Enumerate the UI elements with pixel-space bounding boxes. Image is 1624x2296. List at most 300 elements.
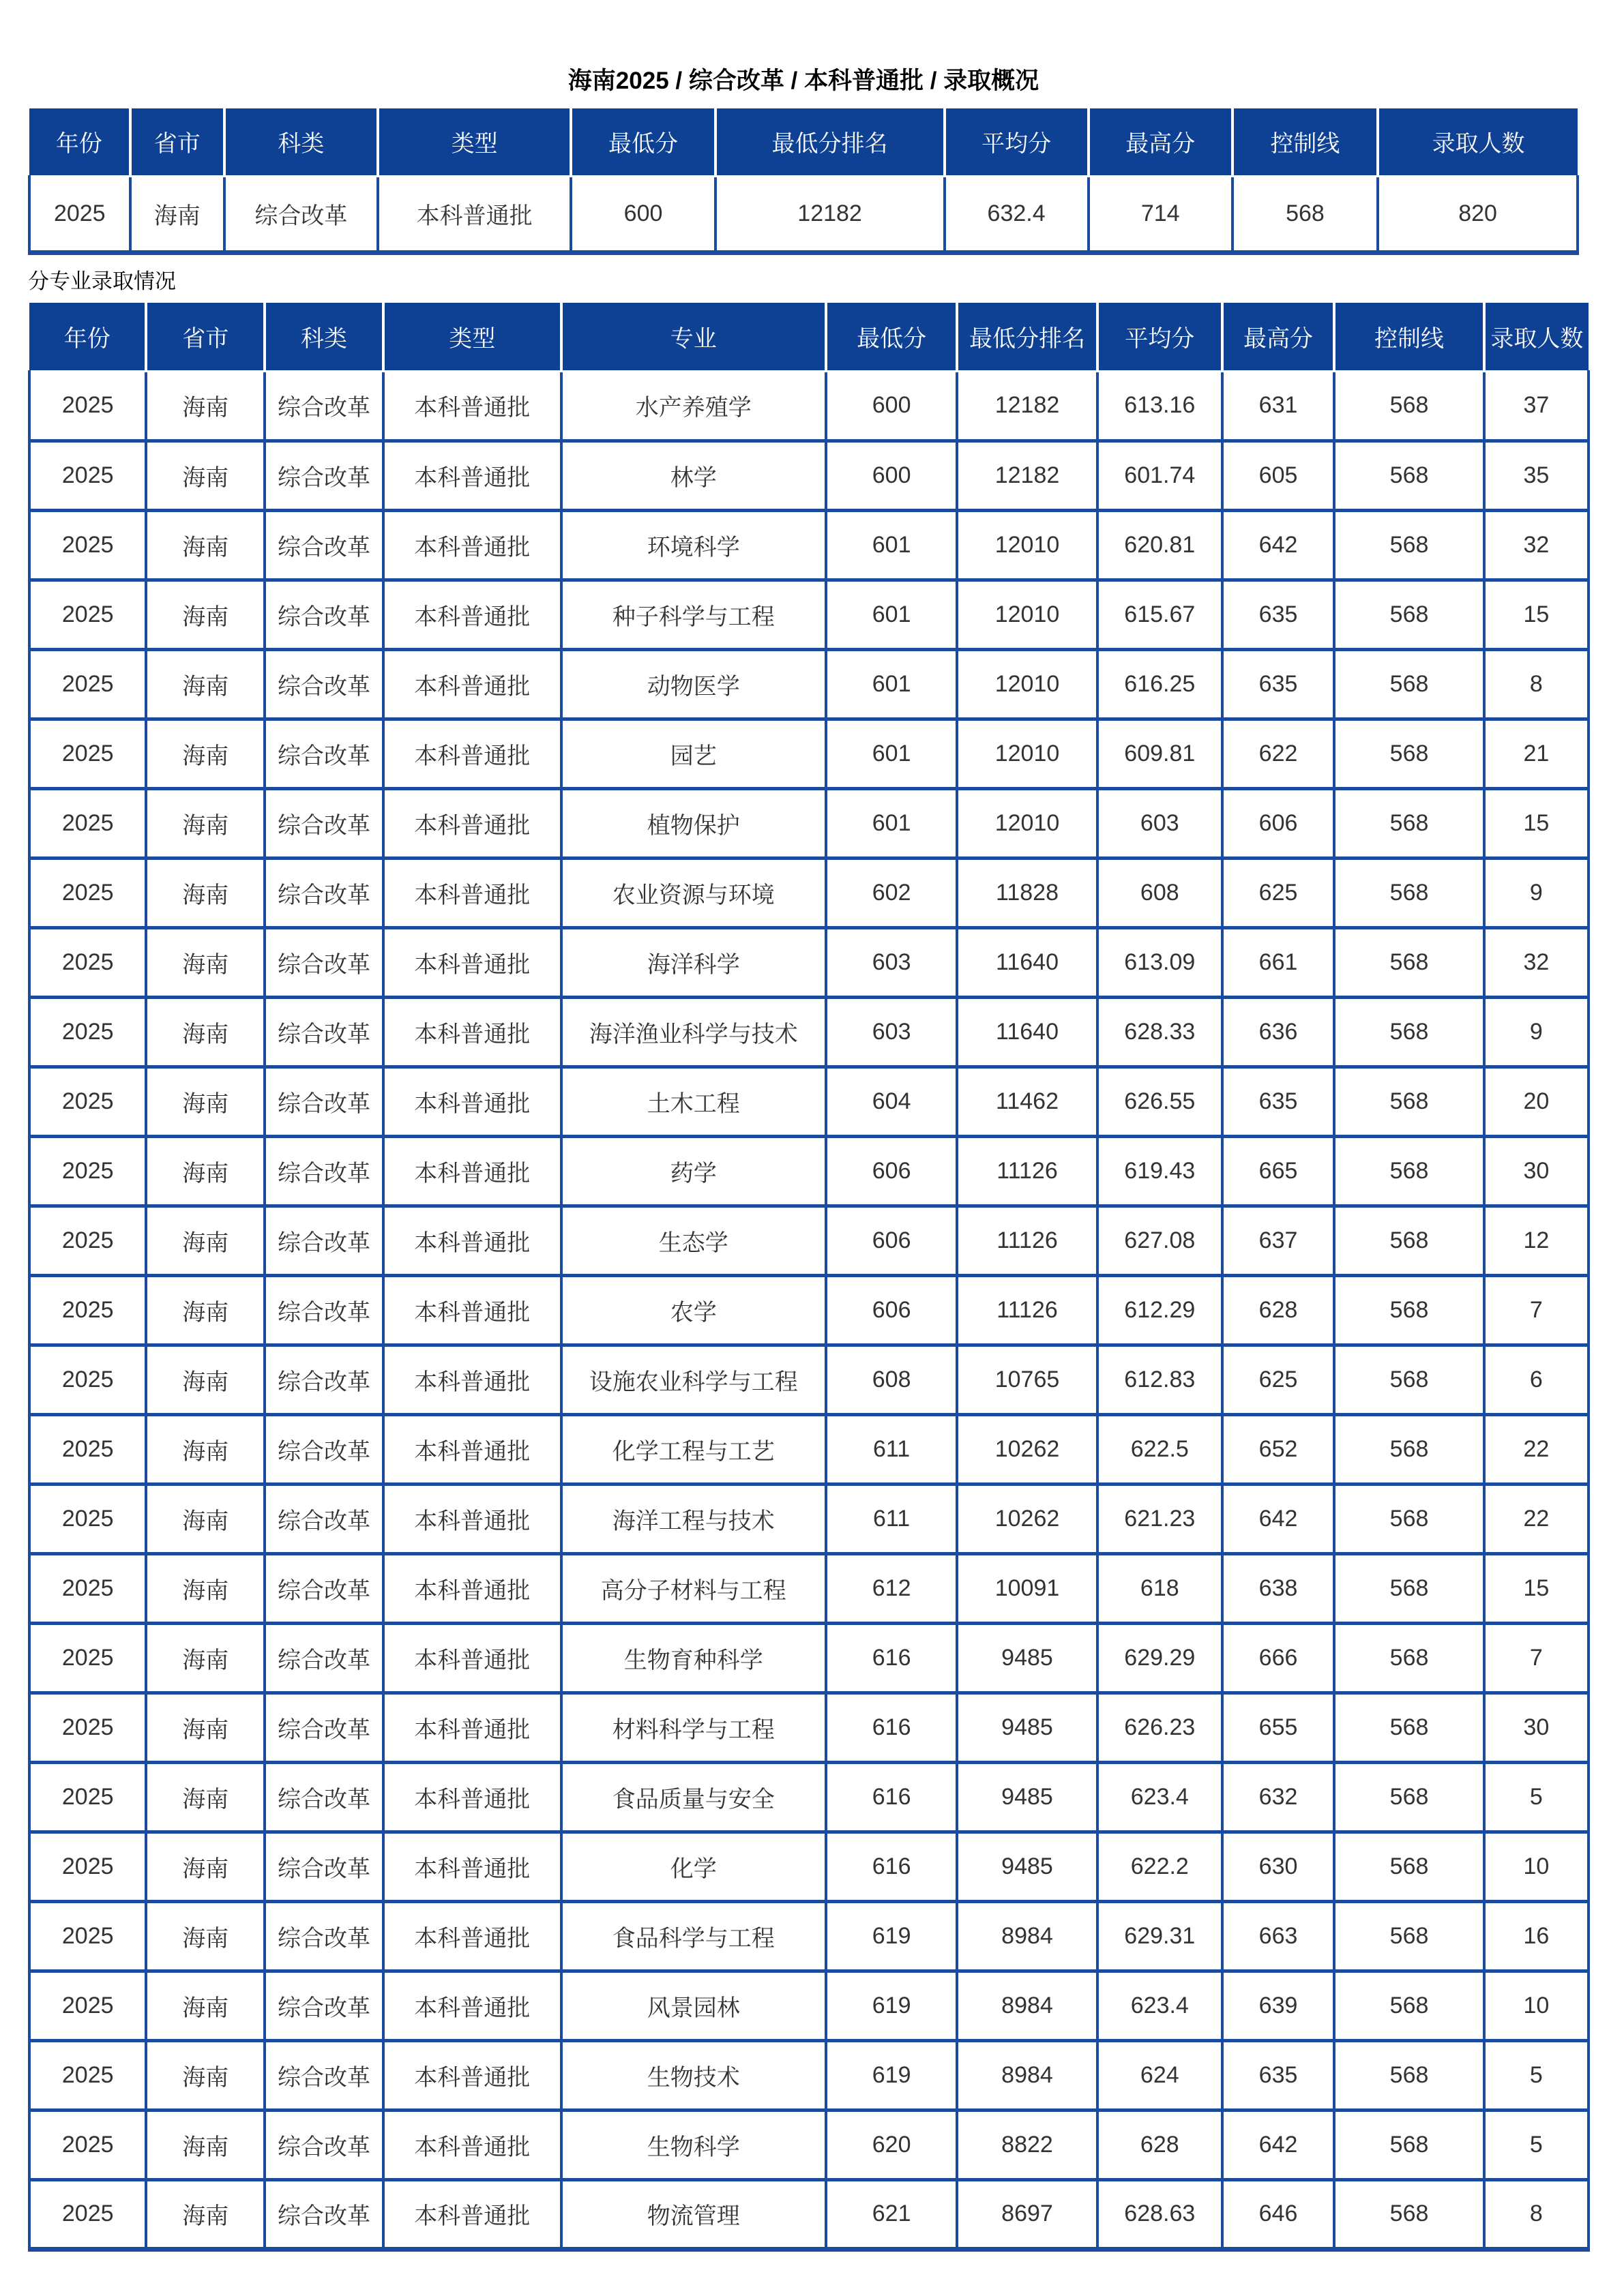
table-row	[29, 1067, 1589, 1136]
majors-cell: 625	[1222, 1345, 1335, 1414]
majors-cell: 631	[1222, 371, 1335, 441]
majors-cell: 568	[1334, 1275, 1483, 1345]
majors-cell: 16	[1484, 1901, 1589, 1971]
majors-cell: 综合改革	[265, 1901, 383, 1971]
majors-cell: 30	[1484, 1693, 1589, 1762]
table-row	[29, 1414, 1589, 1484]
majors-cell: 综合改革	[265, 788, 383, 858]
majors-cell: 本科普通批	[383, 2110, 561, 2179]
majors-cell: 568	[1334, 997, 1483, 1067]
majors-cell: 568	[1334, 649, 1483, 719]
majors-cell: 本科普通批	[383, 1345, 561, 1414]
majors-cell: 海南	[146, 371, 265, 441]
table-row	[29, 997, 1589, 1067]
majors-cell: 652	[1222, 1414, 1335, 1484]
majors-cell: 综合改革	[265, 1553, 383, 1623]
majors-column-header: 省市	[146, 303, 265, 371]
majors-cell: 601	[826, 649, 957, 719]
majors-cell: 海南	[146, 719, 265, 788]
majors-cell: 619	[826, 2040, 957, 2110]
majors-cell: 568	[1334, 371, 1483, 441]
majors-cell: 600	[826, 371, 957, 441]
majors-cell: 综合改革	[265, 858, 383, 927]
summary-cell: 600	[571, 177, 715, 253]
majors-cell: 海南	[146, 927, 265, 997]
summary-table-body	[29, 177, 1578, 253]
majors-cell: 综合改革	[265, 1136, 383, 1206]
majors-column-header: 录取人数	[1484, 303, 1589, 371]
majors-cell: 综合改革	[265, 927, 383, 997]
table-row	[29, 510, 1589, 580]
majors-cell: 622.2	[1097, 1832, 1222, 1901]
majors-cell: 2025	[29, 1136, 146, 1206]
majors-cell: 568	[1334, 1553, 1483, 1623]
majors-cell: 601	[826, 719, 957, 788]
majors-cell: 15	[1484, 580, 1589, 649]
majors-cell: 本科普通批	[383, 927, 561, 997]
majors-cell: 园艺	[561, 719, 827, 788]
majors-cell: 植物保护	[561, 788, 827, 858]
table-row	[29, 1206, 1589, 1275]
majors-cell: 623.4	[1097, 1762, 1222, 1832]
summary-column-header: 类型	[378, 108, 572, 177]
majors-cell: 本科普通批	[383, 788, 561, 858]
majors-cell: 629.31	[1097, 1901, 1222, 1971]
majors-cell: 568	[1334, 1693, 1483, 1762]
table-row	[29, 177, 1578, 253]
majors-cell: 35	[1484, 441, 1589, 510]
majors-cell: 海南	[146, 2179, 265, 2249]
majors-cell: 7	[1484, 1623, 1589, 1693]
table-row	[29, 1832, 1589, 1901]
majors-cell: 本科普通批	[383, 1623, 561, 1693]
majors-cell: 5	[1484, 2110, 1589, 2179]
majors-column-header: 专业	[561, 303, 827, 371]
majors-cell: 2025	[29, 1553, 146, 1623]
majors-cell: 637	[1222, 1206, 1335, 1275]
majors-cell: 海南	[146, 1414, 265, 1484]
majors-cell: 本科普通批	[383, 1414, 561, 1484]
majors-cell: 655	[1222, 1693, 1335, 1762]
majors-cell: 生态学	[561, 1206, 827, 1275]
majors-cell: 601	[826, 510, 957, 580]
majors-cell: 606	[1222, 788, 1335, 858]
majors-cell: 2025	[29, 1206, 146, 1275]
majors-cell: 20	[1484, 1067, 1589, 1136]
table-row	[29, 1971, 1589, 2040]
majors-cell: 612.83	[1097, 1345, 1222, 1414]
majors-cell: 568	[1334, 2179, 1483, 2249]
majors-cell: 612	[826, 1553, 957, 1623]
majors-cell: 12010	[957, 510, 1097, 580]
majors-cell: 农学	[561, 1275, 827, 1345]
majors-cell: 11462	[957, 1067, 1097, 1136]
table-row	[29, 719, 1589, 788]
majors-column-header: 最低分排名	[957, 303, 1097, 371]
table-row	[29, 2040, 1589, 2110]
majors-cell: 2025	[29, 1762, 146, 1832]
majors-cell: 665	[1222, 1136, 1335, 1206]
majors-cell: 海南	[146, 858, 265, 927]
majors-cell: 设施农业科学与工程	[561, 1345, 827, 1414]
majors-cell: 综合改革	[265, 1275, 383, 1345]
majors-cell: 海南	[146, 649, 265, 719]
majors-cell: 601	[826, 580, 957, 649]
majors-cell: 生物科学	[561, 2110, 827, 2179]
majors-cell: 666	[1222, 1623, 1335, 1693]
majors-column-header: 最低分	[826, 303, 957, 371]
majors-cell: 综合改革	[265, 1067, 383, 1136]
majors-cell: 2025	[29, 719, 146, 788]
majors-cell: 综合改革	[265, 997, 383, 1067]
majors-cell: 568	[1334, 2040, 1483, 2110]
majors-cell: 642	[1222, 2110, 1335, 2179]
summary-column-header: 省市	[130, 108, 224, 177]
majors-cell: 综合改革	[265, 1623, 383, 1693]
majors-cell: 本科普通批	[383, 1067, 561, 1136]
majors-cell: 608	[826, 1345, 957, 1414]
majors-cell: 11126	[957, 1136, 1097, 1206]
majors-cell: 612.29	[1097, 1275, 1222, 1345]
majors-cell: 11828	[957, 858, 1097, 927]
majors-cell: 635	[1222, 580, 1335, 649]
majors-cell: 616	[826, 1693, 957, 1762]
majors-cell: 11126	[957, 1206, 1097, 1275]
majors-cell: 623.4	[1097, 1971, 1222, 2040]
majors-cell: 种子科学与工程	[561, 580, 827, 649]
majors-cell: 高分子材料与工程	[561, 1553, 827, 1623]
majors-cell: 642	[1222, 1484, 1335, 1553]
majors-cell: 609.81	[1097, 719, 1222, 788]
table-row	[29, 580, 1589, 649]
majors-cell: 海南	[146, 1067, 265, 1136]
majors-cell: 海南	[146, 580, 265, 649]
majors-cell: 12010	[957, 580, 1097, 649]
majors-cell: 636	[1222, 997, 1335, 1067]
majors-cell: 2025	[29, 371, 146, 441]
majors-cell: 2025	[29, 510, 146, 580]
majors-cell: 2025	[29, 1971, 146, 2040]
majors-cell: 611	[826, 1484, 957, 1553]
majors-cell: 综合改革	[265, 2179, 383, 2249]
majors-cell: 616	[826, 1623, 957, 1693]
majors-cell: 615.67	[1097, 580, 1222, 649]
majors-column-header: 控制线	[1334, 303, 1483, 371]
majors-cell: 15	[1484, 1553, 1589, 1623]
table-row	[29, 1901, 1589, 1971]
summary-cell: 632.4	[945, 177, 1089, 253]
majors-cell: 627.08	[1097, 1206, 1222, 1275]
majors-cell: 8697	[957, 2179, 1097, 2249]
majors-cell: 618	[1097, 1553, 1222, 1623]
majors-cell: 2025	[29, 649, 146, 719]
majors-cell: 568	[1334, 510, 1483, 580]
majors-cell: 568	[1334, 1971, 1483, 2040]
majors-cell: 11640	[957, 997, 1097, 1067]
majors-cell: 15	[1484, 788, 1589, 858]
page-title: 海南2025 / 综合改革 / 本科普通批 / 录取概况	[567, 68, 1039, 94]
majors-cell: 8984	[957, 1901, 1097, 1971]
majors-cell: 32	[1484, 927, 1589, 997]
summary-cell: 12182	[715, 177, 945, 253]
majors-cell: 综合改革	[265, 1345, 383, 1414]
majors-cell: 601	[826, 788, 957, 858]
majors-cell: 化学	[561, 1832, 827, 1901]
majors-cell: 海洋工程与技术	[561, 1484, 827, 1553]
majors-cell: 海南	[146, 441, 265, 510]
majors-cell: 611	[826, 1414, 957, 1484]
majors-cell: 11640	[957, 927, 1097, 997]
majors-cell: 628.63	[1097, 2179, 1222, 2249]
majors-cell: 568	[1334, 719, 1483, 788]
table-row	[29, 927, 1589, 997]
table-row	[29, 788, 1589, 858]
majors-cell: 568	[1334, 1901, 1483, 1971]
majors-cell: 综合改革	[265, 580, 383, 649]
majors-cell: 水产养殖学	[561, 371, 827, 441]
majors-cell: 生物育种科学	[561, 1623, 827, 1693]
majors-cell: 22	[1484, 1414, 1589, 1484]
majors-cell: 本科普通批	[383, 2040, 561, 2110]
majors-cell: 药学	[561, 1136, 827, 1206]
majors-column-header: 类型	[383, 303, 561, 371]
table-row	[29, 371, 1589, 441]
majors-cell: 综合改革	[265, 1762, 383, 1832]
majors-cell: 2025	[29, 1275, 146, 1345]
majors-cell: 2025	[29, 927, 146, 997]
majors-cell: 568	[1334, 1067, 1483, 1136]
majors-cell: 635	[1222, 649, 1335, 719]
majors-cell: 2025	[29, 1623, 146, 1693]
majors-table-body	[29, 371, 1589, 2249]
majors-cell: 8984	[957, 2040, 1097, 2110]
majors-cell: 619.43	[1097, 1136, 1222, 1206]
majors-cell: 本科普通批	[383, 1206, 561, 1275]
majors-cell: 2025	[29, 1067, 146, 1136]
majors-cell: 综合改革	[265, 1484, 383, 1553]
majors-cell: 海南	[146, 1553, 265, 1623]
majors-cell: 2025	[29, 1484, 146, 1553]
majors-cell: 12	[1484, 1206, 1589, 1275]
majors-cell: 海南	[146, 1693, 265, 1762]
majors-cell: 619	[826, 1901, 957, 1971]
majors-cell: 568	[1334, 1414, 1483, 1484]
majors-cell: 37	[1484, 371, 1589, 441]
majors-cell: 10262	[957, 1414, 1097, 1484]
majors-cell: 2025	[29, 1414, 146, 1484]
majors-cell: 606	[826, 1136, 957, 1206]
majors-column-header: 最高分	[1222, 303, 1335, 371]
majors-cell: 568	[1334, 1206, 1483, 1275]
majors-cell: 12182	[957, 441, 1097, 510]
summary-cell: 568	[1232, 177, 1378, 253]
majors-cell: 22	[1484, 1484, 1589, 1553]
table-row	[29, 1484, 1589, 1553]
majors-cell: 10091	[957, 1553, 1097, 1623]
majors-cell: 本科普通批	[383, 2179, 561, 2249]
majors-cell: 568	[1334, 1623, 1483, 1693]
majors-cell: 本科普通批	[383, 649, 561, 719]
majors-cell: 568	[1334, 2110, 1483, 2179]
majors-cell: 本科普通批	[383, 997, 561, 1067]
majors-cell: 568	[1334, 1484, 1483, 1553]
majors-cell: 602	[826, 858, 957, 927]
majors-cell: 本科普通批	[383, 441, 561, 510]
majors-cell: 海南	[146, 2110, 265, 2179]
majors-cell: 物流管理	[561, 2179, 827, 2249]
majors-cell: 9	[1484, 858, 1589, 927]
majors-cell: 9485	[957, 1832, 1097, 1901]
majors-cell: 海南	[146, 1971, 265, 2040]
majors-cell: 2025	[29, 788, 146, 858]
majors-cell: 568	[1334, 1762, 1483, 1832]
summary-cell: 海南	[130, 177, 224, 253]
majors-cell: 材料科学与工程	[561, 1693, 827, 1762]
majors-cell: 综合改革	[265, 1414, 383, 1484]
majors-header-row	[29, 303, 1589, 371]
majors-cell: 本科普通批	[383, 719, 561, 788]
majors-cell: 2025	[29, 1693, 146, 1762]
majors-cell: 568	[1334, 441, 1483, 510]
majors-cell: 本科普通批	[383, 1275, 561, 1345]
majors-cell: 616	[826, 1762, 957, 1832]
majors-cell: 630	[1222, 1832, 1335, 1901]
majors-cell: 8	[1484, 649, 1589, 719]
majors-cell: 综合改革	[265, 2040, 383, 2110]
majors-cell: 综合改革	[265, 1832, 383, 1901]
majors-cell: 动物医学	[561, 649, 827, 719]
majors-cell: 本科普通批	[383, 580, 561, 649]
table-row	[29, 858, 1589, 927]
majors-cell: 综合改革	[265, 371, 383, 441]
majors-cell: 568	[1334, 858, 1483, 927]
majors-cell: 619	[826, 1971, 957, 2040]
summary-column-header: 年份	[29, 108, 130, 177]
majors-cell: 603	[826, 927, 957, 997]
majors-cell: 635	[1222, 2040, 1335, 2110]
majors-cell: 9485	[957, 1623, 1097, 1693]
majors-cell: 环境科学	[561, 510, 827, 580]
majors-cell: 海南	[146, 1484, 265, 1553]
majors-cell: 2025	[29, 2110, 146, 2179]
summary-header-row	[29, 108, 1578, 177]
majors-cell: 568	[1334, 1345, 1483, 1414]
majors-cell: 642	[1222, 510, 1335, 580]
majors-cell: 2025	[29, 2040, 146, 2110]
majors-cell: 本科普通批	[383, 510, 561, 580]
majors-cell: 综合改革	[265, 719, 383, 788]
majors-cell: 32	[1484, 510, 1589, 580]
summary-column-header: 控制线	[1232, 108, 1378, 177]
summary-cell: 2025	[29, 177, 130, 253]
table-row	[29, 1136, 1589, 1206]
table-row	[29, 1345, 1589, 1414]
majors-cell: 11126	[957, 1275, 1097, 1345]
majors-cell: 635	[1222, 1067, 1335, 1136]
majors-cell: 综合改革	[265, 510, 383, 580]
majors-cell: 605	[1222, 441, 1335, 510]
majors-cell: 622	[1222, 719, 1335, 788]
majors-cell: 632	[1222, 1762, 1335, 1832]
majors-cell: 628	[1097, 2110, 1222, 2179]
summary-column-header: 最低分	[571, 108, 715, 177]
majors-cell: 本科普通批	[383, 1971, 561, 2040]
majors-cell: 本科普通批	[383, 1762, 561, 1832]
majors-cell: 603	[1097, 788, 1222, 858]
majors-cell: 2025	[29, 580, 146, 649]
majors-cell: 林学	[561, 441, 827, 510]
majors-cell: 9485	[957, 1693, 1097, 1762]
summary-column-header: 最高分	[1089, 108, 1232, 177]
majors-cell: 621	[826, 2179, 957, 2249]
majors-cell: 本科普通批	[383, 1693, 561, 1762]
majors-cell: 本科普通批	[383, 1553, 561, 1623]
majors-cell: 海南	[146, 510, 265, 580]
majors-cell: 海洋科学	[561, 927, 827, 997]
majors-cell: 9	[1484, 997, 1589, 1067]
majors-cell: 7	[1484, 1275, 1589, 1345]
majors-cell: 综合改革	[265, 649, 383, 719]
majors-cell: 综合改革	[265, 1971, 383, 2040]
majors-table	[28, 303, 1590, 2252]
majors-column-header: 科类	[265, 303, 383, 371]
majors-cell: 626.55	[1097, 1067, 1222, 1136]
majors-cell: 本科普通批	[383, 1832, 561, 1901]
majors-cell: 风景园林	[561, 1971, 827, 2040]
summary-column-header: 科类	[224, 108, 378, 177]
majors-cell: 海南	[146, 1901, 265, 1971]
majors-cell: 8	[1484, 2179, 1589, 2249]
majors-cell: 622.5	[1097, 1414, 1222, 1484]
majors-cell: 661	[1222, 927, 1335, 997]
majors-cell: 606	[826, 1275, 957, 1345]
majors-cell: 621.23	[1097, 1484, 1222, 1553]
majors-cell: 613.09	[1097, 927, 1222, 997]
majors-cell: 海南	[146, 1275, 265, 1345]
majors-cell: 568	[1334, 788, 1483, 858]
majors-cell: 6	[1484, 1345, 1589, 1414]
majors-cell: 625	[1222, 858, 1335, 927]
majors-cell: 608	[1097, 858, 1222, 927]
summary-column-header: 录取人数	[1378, 108, 1578, 177]
summary-cell: 本科普通批	[378, 177, 572, 253]
majors-cell: 海南	[146, 788, 265, 858]
table-row	[29, 1762, 1589, 1832]
majors-cell: 2025	[29, 1901, 146, 1971]
majors-cell: 海南	[146, 1345, 265, 1414]
majors-cell: 568	[1334, 927, 1483, 997]
majors-cell: 2025	[29, 1345, 146, 1414]
majors-cell: 600	[826, 441, 957, 510]
majors-cell: 5	[1484, 1762, 1589, 1832]
majors-cell: 海南	[146, 1206, 265, 1275]
majors-cell: 综合改革	[265, 2110, 383, 2179]
table-row	[29, 1693, 1589, 1762]
majors-cell: 土木工程	[561, 1067, 827, 1136]
majors-cell: 本科普通批	[383, 858, 561, 927]
majors-cell: 604	[826, 1067, 957, 1136]
majors-cell: 2025	[29, 441, 146, 510]
majors-cell: 本科普通批	[383, 1901, 561, 1971]
majors-cell: 568	[1334, 580, 1483, 649]
majors-cell: 628	[1222, 1275, 1335, 1345]
majors-cell: 628.33	[1097, 997, 1222, 1067]
majors-cell: 606	[826, 1206, 957, 1275]
majors-cell: 农业资源与环境	[561, 858, 827, 927]
summary-column-header: 平均分	[945, 108, 1089, 177]
majors-cell: 综合改革	[265, 1693, 383, 1762]
majors-cell: 613.16	[1097, 371, 1222, 441]
